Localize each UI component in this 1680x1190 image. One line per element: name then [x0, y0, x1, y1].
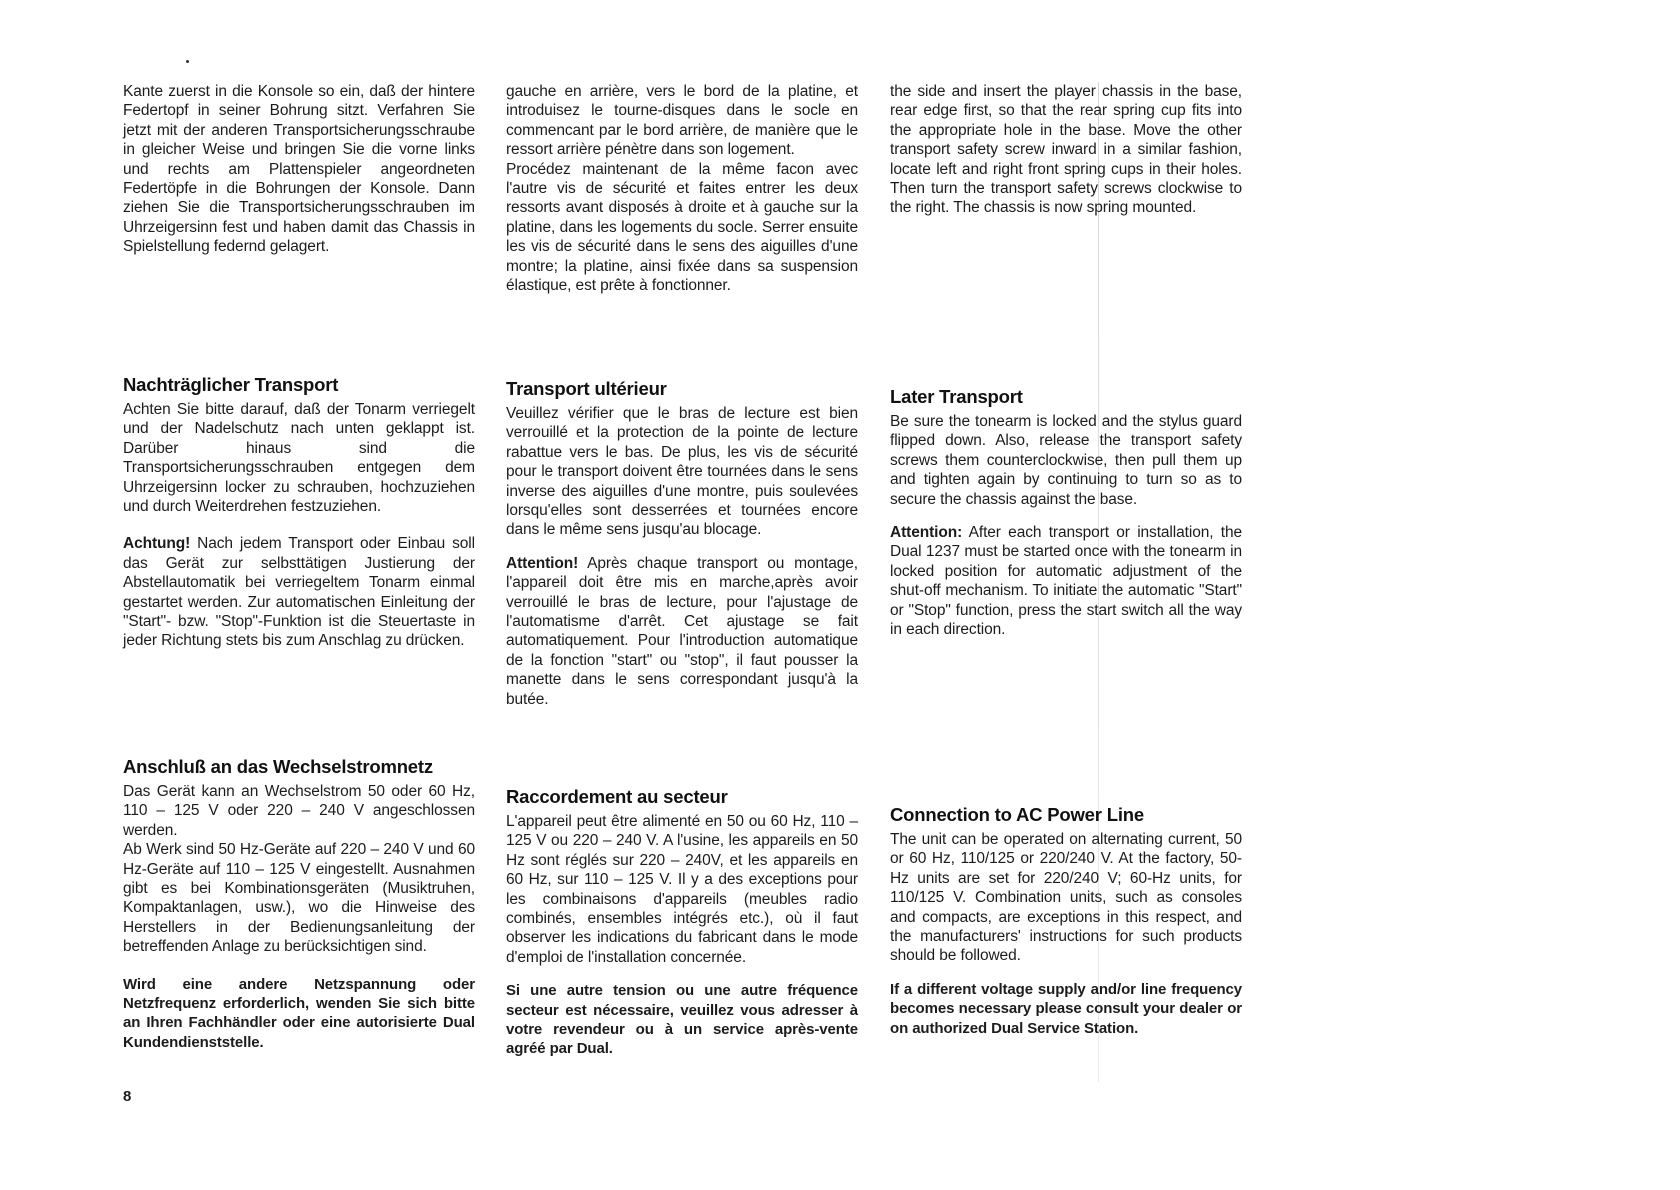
- french-power-section: [506, 786, 858, 1059]
- french-transport-section: [506, 378, 858, 709]
- page-number: 8: [123, 1088, 132, 1105]
- english-attention-text: After each transport or installation, the Dual 1237 must be started once with the tonearm in locked position for automatic adjustment of the shut-off mechanism. To initiate the automatic "Start" or "Stop" function, press the start switch all the way in each direction.: [890, 524, 1242, 639]
- print-speck: [186, 60, 189, 63]
- english-attention-label: Attention:: [890, 524, 963, 542]
- french-attention-note: [506, 554, 858, 709]
- french-intro-section: [506, 82, 858, 295]
- english-transport-section: [890, 386, 1242, 639]
- german-transport-text: Achten Sie bitte darauf, daß der Tonarm verriegelt und der Nadelschutz nach unten geklappt ist. Darüber hinaus sind die Transportsicherungsschrauben entgegen dem Uhrzeigersinn locker zu schrauben, hochzuziehen und durch Weiterdrehen festzuziehen.: [123, 401, 475, 516]
- english-power-section: [890, 804, 1242, 1038]
- german-attention-text: Nach jedem Transport oder Einbau soll das Gerät zur selbsttätigen Justierung der Abstellautomatik bei verriegeltem Tonarm einmal gestartet werden. Zur automatischen Einleitung der "Start"- bzw. "Stop"-Funktion ist die Steuertaste in jeder Richtung stets bis zum Anschlag zu drücken.: [123, 535, 475, 650]
- french-transport-heading: Transport ultérieur: [506, 378, 667, 399]
- english-power-heading: Connection to AC Power Line: [890, 804, 1144, 825]
- french-intro-text-2: Procédez maintenant de la même facon avec l'autre vis de sécurité et faites entrer les deux ressorts avant disposés à droite et à gauche sur la platine, dans les logements du socle. Serrer ensuite les vis de sécurité dans le sens des aiguilles d'une montre; la platine, ainsi fixée dans sa suspension élastique, est prête à fonctionner.: [506, 160, 858, 295]
- french-power-bold: Si une autre tension ou une autre fréquence secteur est nécessaire, veuillez vous adresser à votre revendeur ou à un service après-vente agréé par Dual.: [506, 982, 858, 1058]
- german-attention-note: [123, 534, 475, 650]
- french-intro-text-1: gauche en arrière, vers le bord de la platine, et introduisez le tourne-disques dans le socle en commencant par le bord arrière, de manière que le ressort arrière pénètre dans son logement.: [506, 83, 858, 159]
- german-attention-label: Achtung!: [123, 535, 191, 553]
- english-power-text: The unit can be operated on alternating current, 50 or 60 Hz, 110/125 or 220/240 V. At the factory, 50-Hz units are set for 220/240 V; 60-Hz units, for 110/125 V. Combination units, such as consoles and compacts, are exceptions in this respect, and the manufacturers' instructions for such products should be followed.: [890, 831, 1242, 965]
- german-power-text-1: Das Gerät kann an Wechselstrom 50 oder 60 Hz, 110 – 125 V oder 220 – 240 V angeschlossen werden.: [123, 783, 475, 839]
- french-attention-text: Après chaque transport ou montage, l'appareil doit être mis en marche,après avoir verrouillé le bras de lecture, pour l'ajustage de l'automatisme d'arrêt. Cet ajustage se fait automatiquement. Pour l'introduction automatique de la fonction "start" ou "stop", il faut pousser la manette dans le sens correspondant jusqu'à la butée.: [506, 554, 858, 708]
- german-power-bold: Wird eine andere Netzspannung oder Netzfrequenz erforderlich, wenden Sie sich bitte an Ihren Fachhändler oder eine autorisierte Dual Kundendienststelle.: [123, 975, 475, 1051]
- english-attention-note: [890, 523, 1242, 639]
- french-attention-label: Attention!: [506, 554, 579, 572]
- german-transport-heading: Nachträglicher Transport: [123, 374, 339, 395]
- german-intro-text: Kante zuerst in die Konsole so ein, daß der hintere Federtopf in seiner Bohrung sitzt. Verfahren Sie jetzt mit der anderen Transportsicherungsschraube in gleicher Weise und bringen Sie die vorne links und rechts am Plattenspieler angeordneten Federtöpfe in die Bohrungen der Konsole. Dann ziehen Sie die Transportsicherungsschrauben im Uhrzeigersinn fest und haben damit das Chassis in Spielstellung federnd gelagert.: [123, 83, 475, 256]
- english-intro-text: the side and insert the player chassis in the base, rear edge first, so that the rear spring cup fits into the appropriate hole in the base. Move the other transport safety screw inward in a similar fashion, locate left and right front spring cups in their holes. Then turn the transport safety screws clockwise to the right. The chassis is now spring mounted.: [890, 83, 1242, 217]
- german-transport-section: [123, 374, 475, 651]
- english-intro-section: [890, 82, 1242, 218]
- french-power-text: L'appareil peut être alimenté en 50 ou 60 Hz, 110 – 125 V ou 220 – 240 V. A l'usine, les appareils en 50 Hz sont réglés sur 220 – 240V, et les appareils en 60 Hz, sur 110 – 125 V. Il y a des exceptions pour les combinaisons d'appareils (meubles radio combinés, ensembles intégrés etc.), où il faut observer les indications du fabricant dans le mode d'emploi de l'installation concernée.: [506, 813, 858, 966]
- german-power-section: [123, 756, 475, 1052]
- french-power-heading: Raccordement au secteur: [506, 786, 728, 807]
- english-transport-heading: Later Transport: [890, 386, 1023, 407]
- english-transport-text: Be sure the tonearm is locked and the stylus guard flipped down. Also, release the transport safety screws them counterclockwise, then pull them up and tighten again by continuing to turn so as to secure the chassis against the base.: [890, 413, 1242, 508]
- german-power-heading: Anschluß an das Wechselstromnetz: [123, 756, 433, 777]
- german-power-text-2: Ab Werk sind 50 Hz-Geräte auf 220 – 240 V und 60 Hz-Geräte auf 110 – 125 V eingestellt. Ausnahmen gibt es bei Kombinationsgeräten (Musiktruhen, Kompaktanlagen, usw.), wo die Hinweise des Herstellers in der Bedienungsanleitung der betreffenden Anlage zu berücksichtigen sind.: [123, 841, 475, 956]
- english-power-bold: If a different voltage supply and/or line frequency becomes necessary please consult your dealer or on authorized Dual Service Station.: [890, 980, 1242, 1037]
- french-transport-text: Veuillez vérifier que le bras de lecture est bien verrouillé et la protection de la pointe de lecture rabattue vers le bas. De plus, les vis de sécurité pour le transport doivent être tournées dans le sens inverse des aiguilles d'une montre, puis soulevées lorsqu'elles sont desserrées et tournées encore dans le même sens jusqu'au blocage.: [506, 405, 858, 539]
- german-intro-section: [123, 82, 475, 257]
